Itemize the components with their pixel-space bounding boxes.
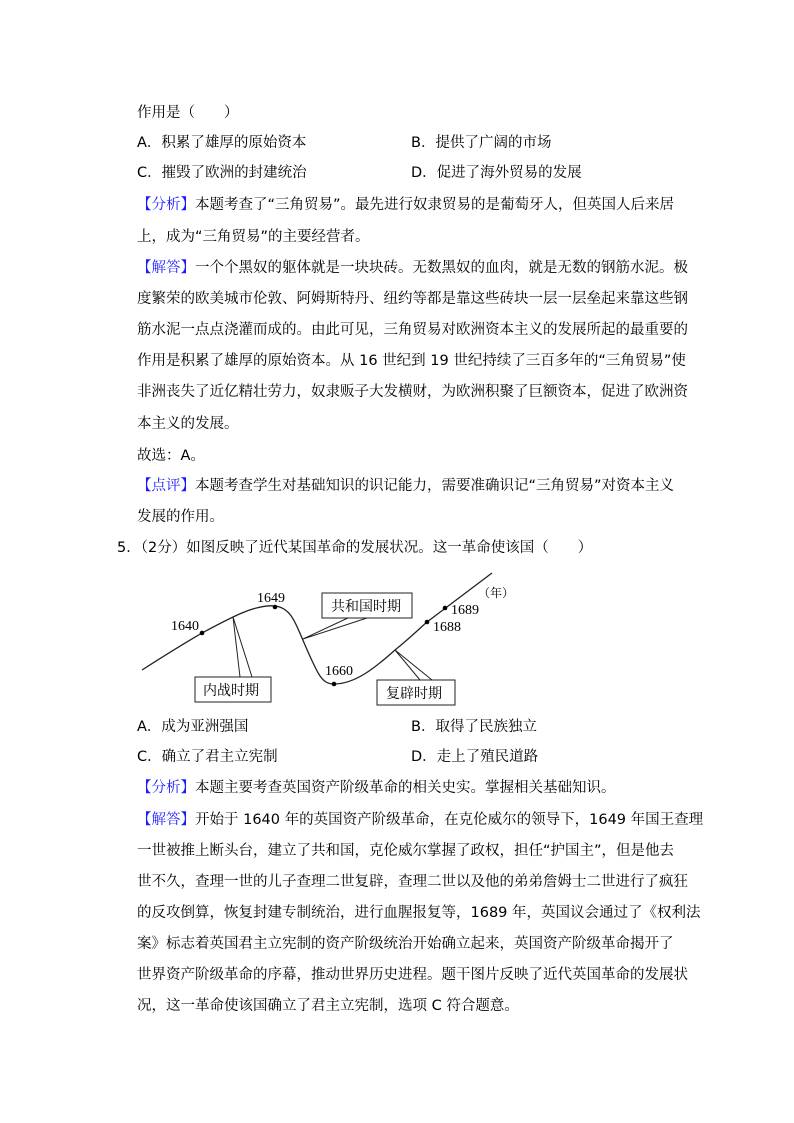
q5-option-b: B．取得了民族独立 [411,719,537,735]
point-1689 [443,606,448,611]
q4-answer-line: 筋水泥一点点浇灌而成的。由此可见，三角贸易对欧洲资本主义的发展所起的最重要的 [137,322,688,338]
point-1640 [200,631,205,636]
q5-answer-line: 一世被推上断头台，建立了共和国，克伦威尔掌握了政权，担任“护国主”，但是他去 [137,843,675,859]
period-restoration: 复辟时期 [386,686,442,702]
period-civil-war: 内战时期 [203,683,259,699]
q4-comment-line: 发展的作用。 [137,509,224,525]
q5-option-d: D．走上了殖民道路 [411,749,539,765]
comment-text: 本题考查学生对基础知识的识记能力，需要准确识记“三角贸易”对资本主义 [195,478,675,494]
answer-text: 一个个黑奴的躯体就是一块块砖。无数黑奴的血肉，就是无数的钢筋水泥。极 [195,260,688,276]
q5-option-a: A．成为亚洲强国 [137,719,249,735]
unit-label: （年） [478,586,515,600]
q5-stem: 5．（2分）如图反映了近代某国革命的发展状况。这一革命使该国（ ） [117,540,593,556]
q5-option-c: C．确立了君主立宪制 [137,749,278,765]
year-label: 1649 [257,591,285,606]
q4-stem-tail: 作用是（ ） [137,105,239,121]
q4-answer-line: 度繁荣的欧美城市伦敦、阿姆斯特丹、纽约等都是靠这些砖块一层一层垒起来靠这些钢 [137,291,688,307]
answer-tag: 【解答】 [137,260,195,276]
q5-answer-line: 况，这一革命使该国确立了君主立宪制，选项 C 符合题意。 [137,998,519,1014]
year-label: 1660 [325,664,353,679]
period-republic: 共和国时期 [331,599,401,615]
q5-analysis-line [137,778,616,798]
q4-answer-line: 作用是积累了雄厚的原始资本。从 16 世纪到 19 世纪持续了三百多年的“三角贸易”使 [137,353,686,369]
analysis-text: 本题主要考查英国资产阶级革命的相关史实。掌握相关基础知识。 [195,780,616,796]
analysis-tag: 【分析】 [137,197,195,213]
analysis-tag: 【分析】 [137,780,195,796]
analysis-text: 本题考查了“三角贸易”。最先进行奴隶贸易的是葡萄牙人，但英国人后来居 [195,197,675,213]
point-1688 [425,620,430,625]
q4-analysis-line: 上，成为“三角贸易”的主要经营者。 [137,229,370,245]
year-label: 1689 [451,603,479,618]
q5-answer-line: 的反攻倒算，恢复封建专制统治，进行血腥报复等，1689 年，英国议会通过了《权利法 [137,905,701,921]
answer-text: 开始于 1640 年的英国资产阶级革命，在克伦威尔的领导下，1649 年国王查理 [195,812,704,828]
q5-answer-line [137,810,703,830]
q5-answer-line: 世不久，查理一世的儿子查理二世复辟，查理二世以及他的弟弟詹姆士二世进行了疯狂 [137,874,688,890]
comment-tag: 【点评】 [137,478,195,494]
year-label: 1640 [171,619,199,634]
year-label: 1688 [433,620,461,635]
q5-answer-line: 世界资产阶级革命的序幕，推动世界历史进程。题干图片反映了近代英国革命的发展状 [137,967,688,983]
answer-tag: 【解答】 [137,812,195,828]
q5-answer-line: 案》标志着英国君主立宪制的资产阶级统治开始确立起来，英国资产阶级革命揭开了 [137,936,674,952]
q4-choice: 故选：A。 [137,448,205,464]
q4-answer-line: 非洲丧失了近亿精壮劳力，奴隶贩子大发横财，为欧洲积聚了巨额资本，促进了欧洲资 [137,384,688,400]
q4-option-d: D．促进了海外贸易的发展 [411,165,582,181]
q4-option-b: B．提供了广阔的市场 [411,135,552,151]
q4-answer-line: 本主义的发展。 [137,416,239,432]
q4-option-a: A．积累了雄厚的原始资本 [137,135,307,151]
point-1660 [332,682,337,687]
q4-option-c: C．摧毁了欧洲的封建统治 [137,165,307,181]
